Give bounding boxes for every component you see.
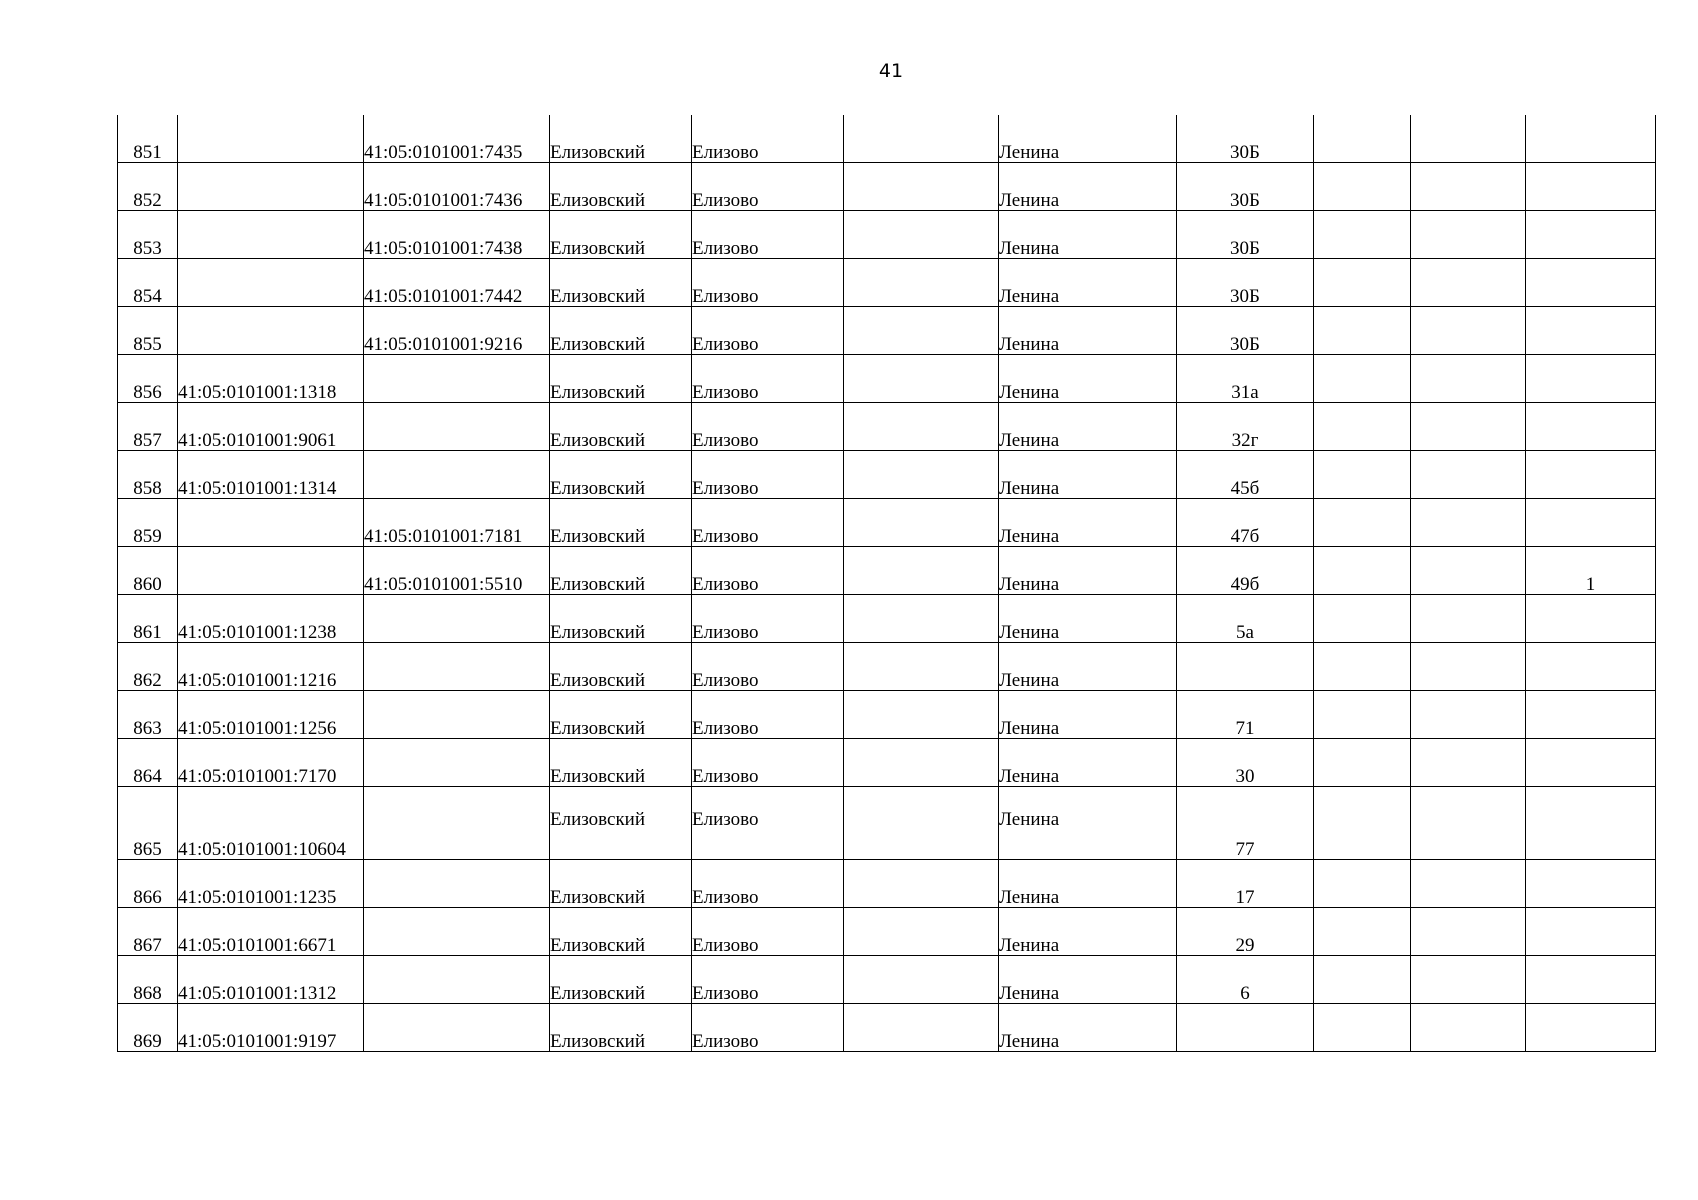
extra-cell bbox=[1314, 739, 1411, 787]
building-cadastral-cell bbox=[364, 908, 550, 956]
extra-cell bbox=[1411, 211, 1526, 259]
extra-cell bbox=[1314, 259, 1411, 307]
land-cadastral-cell bbox=[178, 115, 364, 163]
extra-cell bbox=[1314, 547, 1411, 595]
extra-cell bbox=[1411, 643, 1526, 691]
row-number-cell: 861 bbox=[118, 595, 178, 643]
city-cell: Елизово bbox=[692, 956, 844, 1004]
address-registry-table bbox=[117, 115, 1656, 1052]
street-cell: Ленина bbox=[999, 691, 1177, 739]
extra-cell bbox=[1526, 691, 1656, 739]
table-row bbox=[118, 860, 1656, 908]
locality-cell bbox=[844, 595, 999, 643]
street-cell: Ленина bbox=[999, 643, 1177, 691]
extra-cell bbox=[1411, 547, 1526, 595]
extra-cell: 1 bbox=[1526, 547, 1656, 595]
row-number-cell: 858 bbox=[118, 451, 178, 499]
district-cell: Елизовский bbox=[550, 595, 692, 643]
locality-cell bbox=[844, 860, 999, 908]
extra-cell bbox=[1526, 908, 1656, 956]
locality-cell bbox=[844, 1004, 999, 1052]
building-cadastral-cell: 41:05:0101001:7436 bbox=[364, 163, 550, 211]
building-cadastral-cell bbox=[364, 451, 550, 499]
table-row bbox=[118, 355, 1656, 403]
extra-cell bbox=[1526, 307, 1656, 355]
building-cadastral-cell bbox=[364, 355, 550, 403]
street-cell: Ленина bbox=[999, 908, 1177, 956]
city-cell: Елизово bbox=[692, 211, 844, 259]
extra-cell bbox=[1411, 739, 1526, 787]
street-cell: Ленина bbox=[999, 403, 1177, 451]
extra-cell bbox=[1314, 499, 1411, 547]
house-cell: 47б bbox=[1177, 499, 1314, 547]
land-cadastral-cell: 41:05:0101001:6671 bbox=[178, 908, 364, 956]
district-cell: Елизовский bbox=[550, 691, 692, 739]
locality-cell bbox=[844, 211, 999, 259]
street-cell: Ленина bbox=[999, 211, 1177, 259]
street-cell: Ленина bbox=[999, 451, 1177, 499]
extra-cell bbox=[1526, 403, 1656, 451]
land-cadastral-cell: 41:05:0101001:1216 bbox=[178, 643, 364, 691]
building-cadastral-cell bbox=[364, 643, 550, 691]
city-cell: Елизово bbox=[692, 355, 844, 403]
house-cell: 77 bbox=[1177, 787, 1314, 860]
row-number-cell: 865 bbox=[118, 787, 178, 860]
street-cell: Ленина bbox=[999, 595, 1177, 643]
row-number-cell: 857 bbox=[118, 403, 178, 451]
street-cell: Ленина bbox=[999, 355, 1177, 403]
city-cell: Елизово bbox=[692, 499, 844, 547]
extra-cell bbox=[1526, 355, 1656, 403]
house-cell: 6 bbox=[1177, 956, 1314, 1004]
table-row bbox=[118, 403, 1656, 451]
extra-cell bbox=[1526, 499, 1656, 547]
land-cadastral-cell: 41:05:0101001:9061 bbox=[178, 403, 364, 451]
house-cell: 31а bbox=[1177, 355, 1314, 403]
extra-cell bbox=[1411, 595, 1526, 643]
extra-cell bbox=[1314, 355, 1411, 403]
house-cell: 30Б bbox=[1177, 307, 1314, 355]
table-row bbox=[118, 956, 1656, 1004]
land-cadastral-cell: 41:05:0101001:1318 bbox=[178, 355, 364, 403]
city-cell: Елизово bbox=[692, 115, 844, 163]
extra-cell bbox=[1314, 595, 1411, 643]
city-cell: Елизово bbox=[692, 595, 844, 643]
locality-cell bbox=[844, 163, 999, 211]
table-row bbox=[118, 259, 1656, 307]
building-cadastral-cell bbox=[364, 787, 550, 860]
table-row bbox=[118, 499, 1656, 547]
district-cell: Елизовский bbox=[550, 908, 692, 956]
house-cell bbox=[1177, 643, 1314, 691]
extra-cell bbox=[1411, 259, 1526, 307]
extra-cell bbox=[1526, 643, 1656, 691]
city-cell: Елизово bbox=[692, 1004, 844, 1052]
extra-cell bbox=[1526, 115, 1656, 163]
row-number-cell: 851 bbox=[118, 115, 178, 163]
locality-cell bbox=[844, 787, 999, 860]
row-number-cell: 856 bbox=[118, 355, 178, 403]
extra-cell bbox=[1411, 403, 1526, 451]
extra-cell bbox=[1314, 163, 1411, 211]
district-cell: Елизовский bbox=[550, 860, 692, 908]
table-row bbox=[118, 1004, 1656, 1052]
row-number-cell: 855 bbox=[118, 307, 178, 355]
district-cell: Елизовский bbox=[550, 739, 692, 787]
district-cell: Елизовский bbox=[550, 115, 692, 163]
extra-cell bbox=[1314, 956, 1411, 1004]
district-cell: Елизовский bbox=[550, 787, 692, 860]
district-cell: Елизовский bbox=[550, 307, 692, 355]
extra-cell bbox=[1411, 163, 1526, 211]
street-cell: Ленина bbox=[999, 1004, 1177, 1052]
city-cell: Елизово bbox=[692, 860, 844, 908]
house-cell: 5а bbox=[1177, 595, 1314, 643]
extra-cell bbox=[1314, 211, 1411, 259]
table-row bbox=[118, 211, 1656, 259]
row-number-cell: 869 bbox=[118, 1004, 178, 1052]
extra-cell bbox=[1411, 860, 1526, 908]
extra-cell bbox=[1314, 787, 1411, 860]
city-cell: Елизово bbox=[692, 451, 844, 499]
row-number-cell: 859 bbox=[118, 499, 178, 547]
table-row bbox=[118, 547, 1656, 595]
building-cadastral-cell: 41:05:0101001:5510 bbox=[364, 547, 550, 595]
building-cadastral-cell: 41:05:0101001:7435 bbox=[364, 115, 550, 163]
extra-cell bbox=[1526, 211, 1656, 259]
house-cell: 71 bbox=[1177, 691, 1314, 739]
house-cell: 45б bbox=[1177, 451, 1314, 499]
locality-cell bbox=[844, 547, 999, 595]
locality-cell bbox=[844, 259, 999, 307]
building-cadastral-cell bbox=[364, 739, 550, 787]
extra-cell bbox=[1526, 956, 1656, 1004]
table-body bbox=[118, 115, 1656, 1052]
house-cell: 30Б bbox=[1177, 259, 1314, 307]
building-cadastral-cell bbox=[364, 956, 550, 1004]
land-cadastral-cell: 41:05:0101001:1238 bbox=[178, 595, 364, 643]
building-cadastral-cell: 41:05:0101001:7438 bbox=[364, 211, 550, 259]
land-cadastral-cell: 41:05:0101001:7170 bbox=[178, 739, 364, 787]
extra-cell bbox=[1526, 860, 1656, 908]
house-cell: 49б bbox=[1177, 547, 1314, 595]
street-cell: Ленина bbox=[999, 956, 1177, 1004]
row-number-cell: 862 bbox=[118, 643, 178, 691]
land-cadastral-cell bbox=[178, 547, 364, 595]
city-cell: Елизово bbox=[692, 739, 844, 787]
extra-cell bbox=[1411, 115, 1526, 163]
city-cell: Елизово bbox=[692, 403, 844, 451]
land-cadastral-cell: 41:05:0101001:1312 bbox=[178, 956, 364, 1004]
street-cell: Ленина bbox=[999, 860, 1177, 908]
land-cadastral-cell bbox=[178, 259, 364, 307]
row-number-cell: 863 bbox=[118, 691, 178, 739]
city-cell: Елизово bbox=[692, 259, 844, 307]
land-cadastral-cell bbox=[178, 307, 364, 355]
house-cell: 30 bbox=[1177, 739, 1314, 787]
building-cadastral-cell bbox=[364, 403, 550, 451]
city-cell: Елизово bbox=[692, 691, 844, 739]
land-cadastral-cell: 41:05:0101001:1314 bbox=[178, 451, 364, 499]
extra-cell bbox=[1314, 115, 1411, 163]
building-cadastral-cell: 41:05:0101001:9216 bbox=[364, 307, 550, 355]
extra-cell bbox=[1526, 739, 1656, 787]
row-number-cell: 867 bbox=[118, 908, 178, 956]
extra-cell bbox=[1411, 451, 1526, 499]
locality-cell bbox=[844, 403, 999, 451]
city-cell: Елизово bbox=[692, 908, 844, 956]
house-cell: 30Б bbox=[1177, 211, 1314, 259]
extra-cell bbox=[1411, 908, 1526, 956]
extra-cell bbox=[1314, 860, 1411, 908]
table-row bbox=[118, 739, 1656, 787]
locality-cell bbox=[844, 643, 999, 691]
extra-cell bbox=[1411, 1004, 1526, 1052]
extra-cell bbox=[1526, 163, 1656, 211]
street-cell: Ленина bbox=[999, 163, 1177, 211]
district-cell: Елизовский bbox=[550, 499, 692, 547]
locality-cell bbox=[844, 739, 999, 787]
building-cadastral-cell bbox=[364, 1004, 550, 1052]
table-row bbox=[118, 643, 1656, 691]
row-number-cell: 866 bbox=[118, 860, 178, 908]
district-cell: Елизовский bbox=[550, 643, 692, 691]
land-cadastral-cell bbox=[178, 211, 364, 259]
city-cell: Елизово bbox=[692, 787, 844, 860]
extra-cell bbox=[1526, 1004, 1656, 1052]
table-row bbox=[118, 115, 1656, 163]
extra-cell bbox=[1526, 595, 1656, 643]
street-cell: Ленина bbox=[999, 547, 1177, 595]
row-number-cell: 854 bbox=[118, 259, 178, 307]
district-cell: Елизовский bbox=[550, 211, 692, 259]
city-cell: Елизово bbox=[692, 547, 844, 595]
extra-cell bbox=[1526, 787, 1656, 860]
locality-cell bbox=[844, 355, 999, 403]
extra-cell bbox=[1411, 787, 1526, 860]
land-cadastral-cell bbox=[178, 163, 364, 211]
extra-cell bbox=[1526, 451, 1656, 499]
extra-cell bbox=[1314, 1004, 1411, 1052]
land-cadastral-cell: 41:05:0101001:1235 bbox=[178, 860, 364, 908]
extra-cell bbox=[1411, 499, 1526, 547]
building-cadastral-cell bbox=[364, 595, 550, 643]
house-cell: 30Б bbox=[1177, 115, 1314, 163]
extra-cell bbox=[1411, 355, 1526, 403]
land-cadastral-cell: 41:05:0101001:9197 bbox=[178, 1004, 364, 1052]
district-cell: Елизовский bbox=[550, 163, 692, 211]
table-row bbox=[118, 908, 1656, 956]
locality-cell bbox=[844, 451, 999, 499]
table-row bbox=[118, 451, 1656, 499]
street-cell: Ленина bbox=[999, 499, 1177, 547]
row-number-cell: 864 bbox=[118, 739, 178, 787]
building-cadastral-cell: 41:05:0101001:7181 bbox=[364, 499, 550, 547]
district-cell: Елизовский bbox=[550, 403, 692, 451]
row-number-cell: 852 bbox=[118, 163, 178, 211]
extra-cell bbox=[1314, 908, 1411, 956]
land-cadastral-cell: 41:05:0101001:10604 bbox=[178, 787, 364, 860]
city-cell: Елизово bbox=[692, 307, 844, 355]
row-number-cell: 860 bbox=[118, 547, 178, 595]
table-row bbox=[118, 163, 1656, 211]
extra-cell bbox=[1314, 643, 1411, 691]
building-cadastral-cell bbox=[364, 860, 550, 908]
locality-cell bbox=[844, 908, 999, 956]
extra-cell bbox=[1314, 691, 1411, 739]
table-row bbox=[118, 787, 1656, 860]
row-number-cell: 868 bbox=[118, 956, 178, 1004]
table-row bbox=[118, 691, 1656, 739]
city-cell: Елизово bbox=[692, 163, 844, 211]
district-cell: Елизовский bbox=[550, 355, 692, 403]
land-cadastral-cell: 41:05:0101001:1256 bbox=[178, 691, 364, 739]
district-cell: Елизовский bbox=[550, 547, 692, 595]
house-cell: 17 bbox=[1177, 860, 1314, 908]
house-cell bbox=[1177, 1004, 1314, 1052]
locality-cell bbox=[844, 307, 999, 355]
district-cell: Елизовский bbox=[550, 956, 692, 1004]
building-cadastral-cell: 41:05:0101001:7442 bbox=[364, 259, 550, 307]
house-cell: 32г bbox=[1177, 403, 1314, 451]
page-number: 41 bbox=[878, 60, 904, 82]
table-row bbox=[118, 595, 1656, 643]
street-cell: Ленина bbox=[999, 739, 1177, 787]
street-cell: Ленина bbox=[999, 115, 1177, 163]
street-cell: Ленина bbox=[999, 259, 1177, 307]
street-cell: Ленина bbox=[999, 787, 1177, 860]
district-cell: Елизовский bbox=[550, 1004, 692, 1052]
house-cell: 30Б bbox=[1177, 163, 1314, 211]
locality-cell bbox=[844, 115, 999, 163]
table-row bbox=[118, 307, 1656, 355]
locality-cell bbox=[844, 499, 999, 547]
extra-cell bbox=[1526, 259, 1656, 307]
extra-cell bbox=[1314, 403, 1411, 451]
street-cell: Ленина bbox=[999, 307, 1177, 355]
extra-cell bbox=[1314, 307, 1411, 355]
locality-cell bbox=[844, 691, 999, 739]
land-cadastral-cell bbox=[178, 499, 364, 547]
building-cadastral-cell bbox=[364, 691, 550, 739]
district-cell: Елизовский bbox=[550, 451, 692, 499]
row-number-cell: 853 bbox=[118, 211, 178, 259]
district-cell: Елизовский bbox=[550, 259, 692, 307]
extra-cell bbox=[1411, 956, 1526, 1004]
extra-cell bbox=[1411, 691, 1526, 739]
house-cell: 29 bbox=[1177, 908, 1314, 956]
city-cell: Елизово bbox=[692, 643, 844, 691]
locality-cell bbox=[844, 956, 999, 1004]
extra-cell bbox=[1411, 307, 1526, 355]
extra-cell bbox=[1314, 451, 1411, 499]
